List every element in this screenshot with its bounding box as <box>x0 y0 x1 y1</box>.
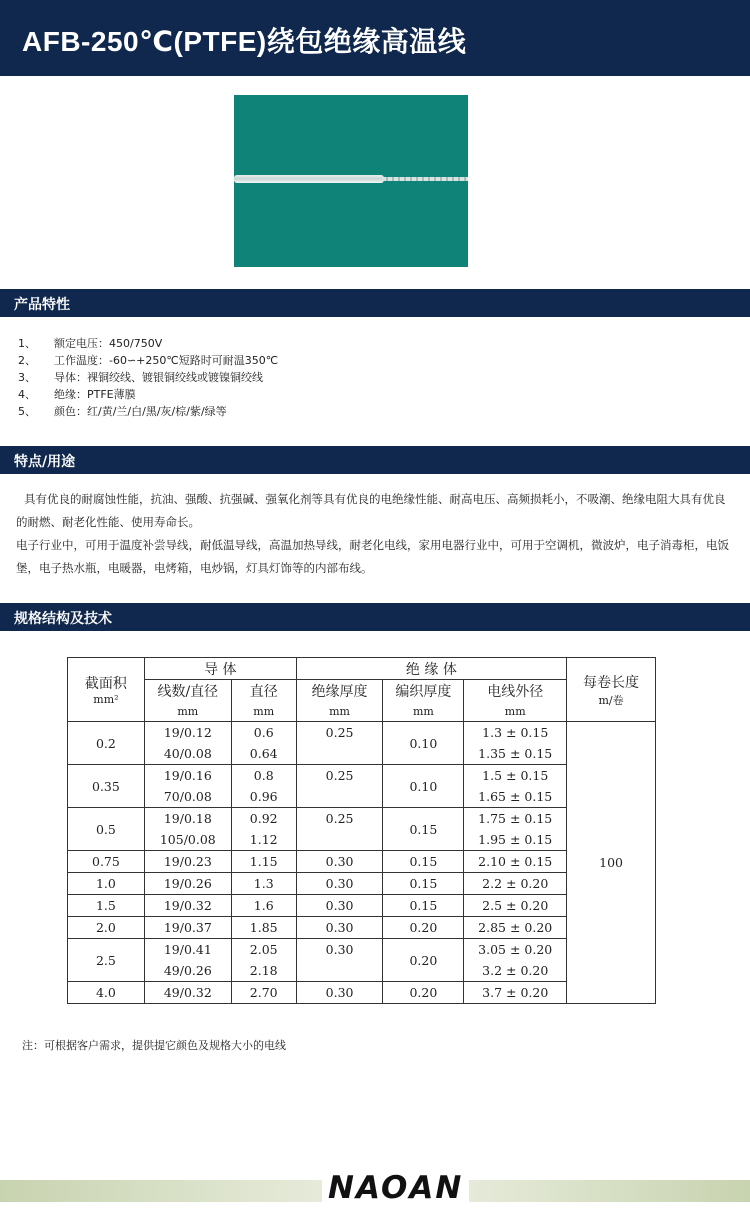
cell-area: 0.35 <box>68 765 145 808</box>
cell-strand <box>144 851 231 873</box>
cell-insulation-thickness: 0.25 <box>296 765 383 808</box>
cell-value: 105/0.08 <box>159 832 216 847</box>
cell-diameter <box>231 917 296 939</box>
section-title: 产品特性 <box>14 297 70 313</box>
cell-value: 2.10 ± 0.15 <box>478 854 553 869</box>
cell-insulation-thickness: 0.30 <box>296 895 383 917</box>
section-title: 特点/用途 <box>14 454 76 470</box>
cell-braid-thickness: 0.10 <box>383 765 464 808</box>
header-label: 截面积 <box>84 676 127 692</box>
wire-image <box>234 175 384 183</box>
header-label: 每卷长度 <box>583 674 640 691</box>
cell-diameter <box>231 895 296 917</box>
cell-value: 19/0.18 <box>163 811 212 826</box>
cell-strand <box>144 808 231 851</box>
cell-insulation-thickness: 0.30 <box>296 982 383 1004</box>
cell-braid-thickness: 0.20 <box>383 982 464 1004</box>
cell-value: 3.05 ± 0.20 <box>478 942 553 957</box>
cell-value: 2.05 <box>249 942 278 957</box>
item-number: 5、 <box>18 405 36 418</box>
cell-insulation-thickness: 0.30 <box>296 917 383 939</box>
header-area <box>68 658 145 722</box>
cell-value: 19/0.23 <box>163 854 212 869</box>
brand-logo: NAOAN <box>322 1170 469 1206</box>
cell-area: 0.75 <box>68 851 145 873</box>
cell-value: 1.12 <box>249 832 278 847</box>
cell-insulation-thickness: 0.25 <box>296 722 383 765</box>
header-insulation-thickness: 绝缘厚度 <box>296 680 383 702</box>
cell-value: 1.3 <box>253 876 274 891</box>
cell-strand <box>144 765 231 808</box>
cell-value: 49/0.26 <box>163 963 212 978</box>
cell-area: 4.0 <box>68 982 145 1004</box>
cell-outer-diameter <box>464 917 567 939</box>
cell-value: 19/0.41 <box>163 942 212 957</box>
usage-text <box>16 488 736 580</box>
list-item <box>18 386 278 403</box>
cell-strand <box>144 939 231 982</box>
cell-strand <box>144 895 231 917</box>
cell-strand <box>144 873 231 895</box>
cell-strand <box>144 917 231 939</box>
cell-braid-thickness: 0.15 <box>383 873 464 895</box>
cell-insulation-thickness: 0.25 <box>296 808 383 851</box>
footnote: 注：可根据客户需求，提供提它颜色及规格大小的电线 <box>22 1039 286 1052</box>
item-text: 工作温度：-60∽+250℃短路时可耐温350℃ <box>54 354 279 367</box>
unit-label: mm <box>383 702 464 722</box>
product-photo <box>234 95 468 267</box>
cell-diameter <box>231 808 296 851</box>
cell-braid-thickness: 0.10 <box>383 722 464 765</box>
cell-diameter <box>231 939 296 982</box>
cell-outer-diameter <box>464 808 567 851</box>
cell-value: 0.92 <box>249 811 278 826</box>
cell-value: 40/0.08 <box>163 746 212 761</box>
list-item <box>18 403 278 420</box>
item-text: 额定电压：450/750V <box>54 337 163 350</box>
unit-label: mm <box>231 702 296 722</box>
usage-paragraph: 具有优良的耐腐蚀性能，抗油、强酸、抗强碱、强氧化剂等具有优良的电绝缘性能、耐高电压、高频损耗小，不吸潮、绝缘电阻大具有优良的耐燃、耐老化性能、使用寿命长。 <box>16 492 726 529</box>
header-outer-diameter: 电线外径 <box>464 680 567 702</box>
cell-outer-diameter <box>464 895 567 917</box>
cell-area: 0.2 <box>68 722 145 765</box>
cell-value: 1.15 <box>249 854 278 869</box>
cell-area: 0.5 <box>68 808 145 851</box>
table-row <box>68 722 656 765</box>
cell-value: 2.2 ± 0.20 <box>482 876 549 891</box>
cell-value: 1.75 ± 0.15 <box>478 811 553 826</box>
cell-value: 1.85 <box>249 920 278 935</box>
header-unit: mm² <box>93 693 119 706</box>
cell-braid-thickness: 0.15 <box>383 895 464 917</box>
cell-diameter <box>231 982 296 1004</box>
section-header-usage <box>0 446 750 474</box>
title-banner <box>0 0 750 76</box>
item-text: 导体：裸铜绞线、镀银铜绞线或镀镍铜绞线 <box>54 371 263 384</box>
cell-area: 2.5 <box>68 939 145 982</box>
item-text: 颜色：红/黄/兰/白/黑/灰/棕/紫/绿等 <box>54 405 227 418</box>
cell-value: 1.3 ± 0.15 <box>482 725 549 740</box>
cell-value: 1.35 ± 0.15 <box>478 746 553 761</box>
cell-value: 2.5 ± 0.20 <box>482 898 549 913</box>
item-number: 1、 <box>18 337 36 350</box>
cell-outer-diameter <box>464 939 567 982</box>
cell-insulation-thickness: 0.30 <box>296 939 383 982</box>
cell-value: 19/0.16 <box>163 768 212 783</box>
item-number: 3、 <box>18 371 36 384</box>
list-item <box>18 369 278 386</box>
usage-paragraph: 电子行业中，可用于温度补尝导线，耐低温导线，高温加热导线，耐老化电线，家用电器行业中，可用于空调机，微波炉，电子消毒柜，电饭堡，电子热水瓶，电暖器，电烤箱，电炒锅，灯具灯饰等的内部布线。 <box>16 538 729 575</box>
cell-value: 1.5 ± 0.15 <box>482 768 549 783</box>
cell-strand <box>144 982 231 1004</box>
cell-value: 70/0.08 <box>163 789 212 804</box>
item-number: 4、 <box>18 388 36 401</box>
cell-braid-thickness: 0.15 <box>383 851 464 873</box>
cell-diameter <box>231 722 296 765</box>
cell-insulation-thickness: 0.30 <box>296 873 383 895</box>
wire-conductor-image <box>382 177 468 181</box>
cell-outer-diameter <box>464 722 567 765</box>
cell-outer-diameter <box>464 873 567 895</box>
cell-value: 1.95 ± 0.15 <box>478 832 553 847</box>
properties-list <box>18 335 278 420</box>
cell-value: 19/0.26 <box>163 876 212 891</box>
item-text: 绝缘：PTFE薄膜 <box>54 388 136 401</box>
header-braid-thickness: 编织厚度 <box>383 680 464 702</box>
header-strand: 线数/直径 <box>144 680 231 702</box>
cell-value: 19/0.37 <box>163 920 212 935</box>
list-item <box>18 352 278 369</box>
cell-value: 19/0.12 <box>163 725 212 740</box>
cell-outer-diameter <box>464 851 567 873</box>
item-number: 2、 <box>18 354 36 367</box>
cell-value: 0.64 <box>249 746 278 761</box>
section-header-spec <box>0 603 750 631</box>
unit-label: mm <box>296 702 383 722</box>
cell-value: 19/0.32 <box>163 898 212 913</box>
unit-label: mm <box>464 702 567 722</box>
cell-braid-thickness: 0.15 <box>383 808 464 851</box>
cell-outer-diameter <box>464 982 567 1004</box>
section-header-properties <box>0 289 750 317</box>
cell-value: 1.65 ± 0.15 <box>478 789 553 804</box>
cell-diameter <box>231 765 296 808</box>
cell-area: 2.0 <box>68 917 145 939</box>
cell-value: 0.8 <box>253 768 274 783</box>
cell-braid-thickness: 0.20 <box>383 939 464 982</box>
cell-outer-diameter <box>464 765 567 808</box>
cell-value: 49/0.32 <box>163 985 212 1000</box>
cell-area: 1.5 <box>68 895 145 917</box>
cell-value: 2.18 <box>249 963 278 978</box>
cell-value: 3.2 ± 0.20 <box>482 963 549 978</box>
cell-value: 0.96 <box>249 789 278 804</box>
unit-label: mm <box>144 702 231 722</box>
cell-diameter <box>231 873 296 895</box>
header-unit: m/卷 <box>598 693 624 707</box>
spec-table <box>67 657 656 1004</box>
header-insulation: 绝 缘 体 <box>296 658 566 680</box>
cell-length: 100 <box>567 722 656 1004</box>
cell-value: 2.70 <box>249 985 278 1000</box>
cell-insulation-thickness: 0.30 <box>296 851 383 873</box>
cell-diameter <box>231 851 296 873</box>
section-title: 规格结构及技术 <box>14 611 112 627</box>
cell-braid-thickness: 0.20 <box>383 917 464 939</box>
cell-value: 3.7 ± 0.20 <box>482 985 549 1000</box>
cell-area: 1.0 <box>68 873 145 895</box>
page-title: AFB-250℃(PTFE)绕包绝缘高温线 <box>22 26 467 57</box>
header-length <box>567 658 656 722</box>
cell-value: 2.85 ± 0.20 <box>478 920 553 935</box>
cell-value: 0.6 <box>253 725 274 740</box>
header-diameter: 直径 <box>231 680 296 702</box>
cell-value: 1.6 <box>253 898 274 913</box>
header-conductor: 导 体 <box>144 658 296 680</box>
cell-strand <box>144 722 231 765</box>
list-item <box>18 335 278 352</box>
